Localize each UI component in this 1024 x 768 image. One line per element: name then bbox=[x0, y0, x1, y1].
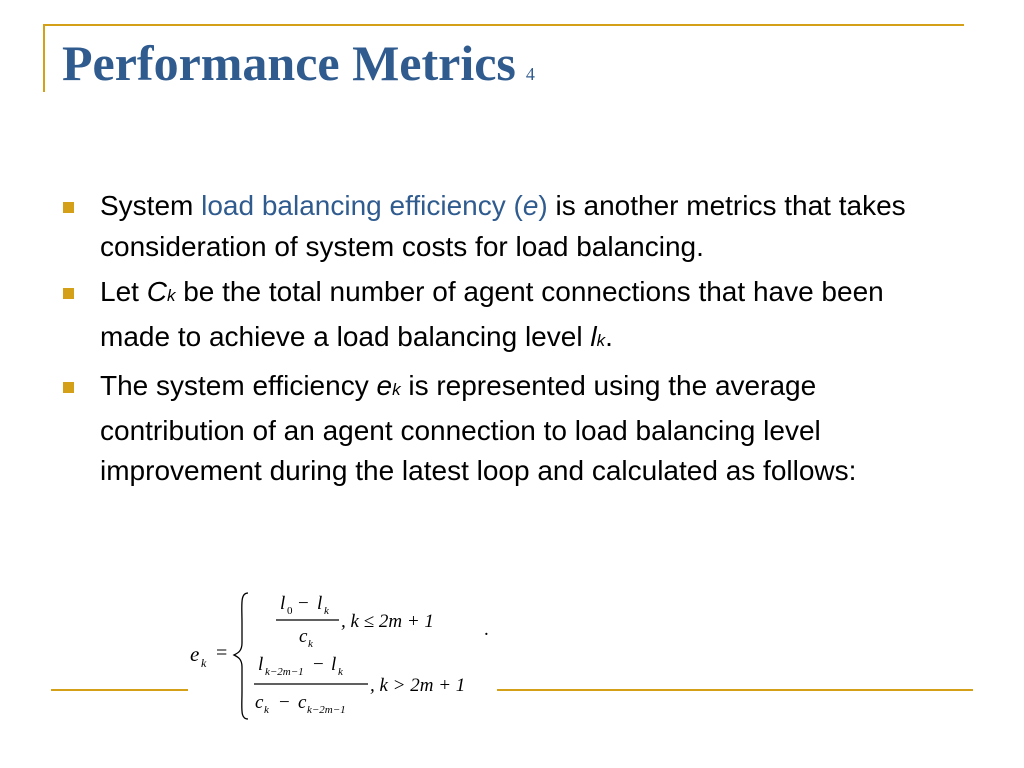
bullet-2-text-2: be the total number of agent connections that have been made to achieve a load balancing level bbox=[100, 276, 884, 352]
case1-num-lk: l bbox=[317, 593, 323, 614]
footer-rule-left bbox=[51, 689, 188, 691]
bullet-2-text-3: . bbox=[605, 320, 613, 352]
bullet-item-1 bbox=[60, 186, 960, 267]
case1-condition: , k ≤ 2m + 1 bbox=[341, 611, 434, 632]
case2-den-k: k bbox=[264, 704, 269, 716]
bullet-3-text-2: is represented using the average contribution of an agent connection to load balancing level improvement during the latest loop and calculated as follows: bbox=[100, 370, 857, 486]
case2-den-c: c bbox=[255, 692, 264, 713]
bullet-square-icon bbox=[63, 382, 74, 393]
case2-den-c2: c bbox=[298, 692, 307, 713]
bullet-1-post: is another metrics that takes consideration of system costs for load balancing. bbox=[100, 190, 906, 262]
bullet-2-sub-c: k bbox=[166, 286, 176, 305]
bullet-item-2 bbox=[60, 272, 960, 361]
bullet-1-highlight-var: e bbox=[522, 190, 539, 221]
footer-rule-right bbox=[497, 689, 973, 691]
case2-num-l: l bbox=[258, 654, 264, 675]
case2-condition: , k > 2m + 1 bbox=[370, 675, 466, 696]
page-number: 4 bbox=[525, 64, 535, 84]
case2-num-sub: k−2m−1 bbox=[265, 666, 304, 678]
bullet-3-var-e: e bbox=[376, 370, 393, 401]
formula-brace bbox=[234, 593, 248, 719]
case2-den-minus: − bbox=[279, 692, 290, 713]
bullet-3-text-1: The system efficiency bbox=[100, 370, 377, 401]
case1-num-l0: l bbox=[280, 593, 286, 614]
bullet-square-icon bbox=[63, 288, 74, 299]
bullet-3-sub-e: k bbox=[392, 380, 401, 399]
case1-minus: − bbox=[298, 593, 309, 614]
frame-vertical-line bbox=[43, 24, 45, 92]
case2-num-lk: l bbox=[331, 654, 337, 675]
bullet-item-3 bbox=[60, 366, 960, 492]
bullet-2-text-1: Let bbox=[100, 276, 147, 307]
slide-title-text: Performance Metrics bbox=[62, 35, 516, 91]
bullet-2-var-c: C bbox=[146, 276, 167, 307]
case2-den-sub: k−2m−1 bbox=[307, 704, 346, 716]
bullet-square-icon bbox=[63, 202, 74, 213]
case2-num-k: k bbox=[338, 666, 343, 678]
formula-period: . bbox=[484, 619, 489, 640]
bullet-1-pre: System bbox=[100, 190, 202, 221]
bullet-2-sub-l: k bbox=[596, 330, 606, 350]
bullet-1-highlight-a: load balancing efficiency ( bbox=[201, 190, 523, 221]
case1-den-c: c bbox=[299, 626, 308, 647]
case1-num-0: 0 bbox=[287, 605, 293, 617]
formula-lhs-k: k bbox=[201, 656, 207, 670]
slide-title bbox=[62, 35, 535, 91]
case2-minus: − bbox=[313, 654, 324, 675]
formula-equals: = bbox=[216, 642, 228, 664]
case1-den-k: k bbox=[308, 638, 313, 650]
case1-num-k: k bbox=[324, 605, 329, 617]
bullet-list bbox=[60, 186, 960, 497]
formula-lhs-e: e bbox=[190, 642, 200, 666]
efficiency-formula bbox=[188, 583, 498, 723]
bullet-2-var-l: l bbox=[590, 320, 597, 352]
bullet-1-highlight-b: ) bbox=[538, 190, 548, 221]
frame-top-line bbox=[43, 24, 964, 26]
